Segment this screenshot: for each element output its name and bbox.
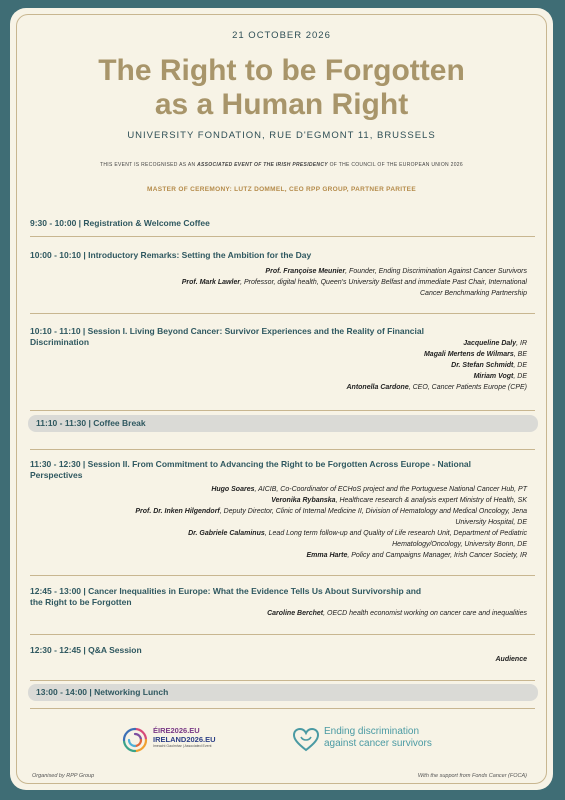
recognition-note	[10, 162, 553, 168]
title-line-1: The Right to be Forgotten	[98, 54, 465, 87]
speaker: Audience	[495, 656, 527, 663]
speaker: Caroline Berchet, OECD health economist working on cancer care and inequalities	[267, 610, 527, 617]
ending-discrimination-logo-text: Ending discrimination against cancer survivors	[324, 726, 432, 749]
networking-lunch-bar: 13:00 - 14:00 | Networking Lunch	[28, 684, 538, 701]
divider	[30, 313, 535, 314]
recognition-pre: THIS EVENT IS RECOGNISED AS AN	[100, 162, 196, 168]
eire2026-logo-text: ÉIRE2026.EU IRELAND2026.EU Imeacht Gaolmhar | Associated Event	[153, 726, 216, 748]
divider	[30, 236, 535, 237]
event-venue: UNIVERSITY FONDATION, RUE D'EGMONT 11, BRUSSELS	[127, 130, 436, 141]
speaker: Miriam Vogt, DE	[473, 373, 527, 380]
event-date: 21 OCTOBER 2026	[232, 30, 331, 41]
session-two-title: 11:30 - 12:30 | Session II. From Commitment to Advancing the Right to be Forgotten Across Europe - National Perspectives	[30, 459, 471, 480]
session-intro-remarks: 10:00 - 10:10 | Introductory Remarks: Setting the Ambition for the Day	[30, 250, 312, 260]
session-inequalities-title: 12:45 - 13:00 | Cancer Inequalities in Europe: What the Evidence Tells Us About Survivorship and the Right to be Forgotten	[30, 586, 422, 607]
divider	[30, 680, 535, 681]
speaker: Dr. Stefan Schmidt, DE	[451, 362, 527, 369]
recognition-post: OF THE COUNCIL OF THE EUROPEAN UNION 2026	[329, 162, 463, 168]
speaker: Jacqueline Daly, IR	[463, 340, 527, 347]
speaker-continued: Cancer Benchmarking Partnership	[420, 290, 527, 297]
session-registration: 9:30 - 10:00 | Registration & Welcome Coffee	[30, 218, 210, 228]
speaker: Prof. Françoise Meunier, Founder, Ending Discrimination Against Cancer Survivors	[265, 268, 527, 275]
title-line-2: as a Human Right	[154, 88, 409, 121]
event-title	[10, 54, 553, 122]
divider	[30, 410, 535, 411]
speaker: Prof. Mark Lawler, Professor, digital health, Queen's University Belfast and immediate Past Chair, International	[181, 279, 527, 286]
session-qa: 12:30 - 12:45 | Q&A Session	[30, 645, 142, 655]
poster	[10, 8, 553, 790]
speaker: Dr. Gabriele Calaminus, Lead Long term follow-up and Quality of Life research Unit, Department of Pediatric	[188, 530, 527, 537]
coffee-break-bar: 11:10 - 11:30 | Coffee Break	[28, 415, 538, 432]
divider	[30, 575, 535, 576]
organised-by: Organised by RPP Group	[32, 773, 95, 779]
support-note: With the support from Fonds Cancer (FOCA)	[417, 773, 527, 779]
speaker: Prof. Dr. Inken Hilgendorf, Deputy Director, Clinic of Internal Medicine II, Division of Hematology and Medical Oncology, Jena	[135, 508, 527, 515]
divider	[30, 708, 535, 709]
session-one-title: 10:10 - 11:10 | Session I. Living Beyond Cancer: Survivor Experiences and the Reality of Financial Discrimination	[30, 326, 424, 347]
speaker-continued: Hematology/Oncology, University Bonn, DE	[392, 541, 527, 548]
recognition-bold: ASSOCIATED EVENT OF THE IRISH PRESIDENCY	[197, 162, 328, 168]
divider	[30, 449, 535, 450]
speaker: Emma Harte, Policy and Campaigns Manager, Irish Cancer Society, IR	[306, 552, 527, 559]
speaker: Hugo Soares, AICIB, Co-Coordinator of ECHoS project and the Portuguese National Cancer Hub, PT	[211, 486, 527, 493]
divider	[30, 634, 535, 635]
speaker: Magali Mertens de Wilmars, BE	[423, 351, 527, 358]
speaker: Veronika Rybanska, Healthcare research & analysis expert Ministry of Health, SK	[271, 497, 527, 504]
heart-logo-icon	[292, 727, 320, 753]
speaker-continued: University Hospital, DE	[455, 519, 527, 526]
eire2026-logo-icon	[120, 725, 150, 755]
speaker: Antonella Cardone, CEO, Cancer Patients Europe (CPE)	[346, 384, 527, 391]
master-of-ceremony: MASTER OF CEREMONY: LUTZ DOMMEL, CEO RPP GROUP, PARTNER PARITEE	[147, 186, 416, 193]
